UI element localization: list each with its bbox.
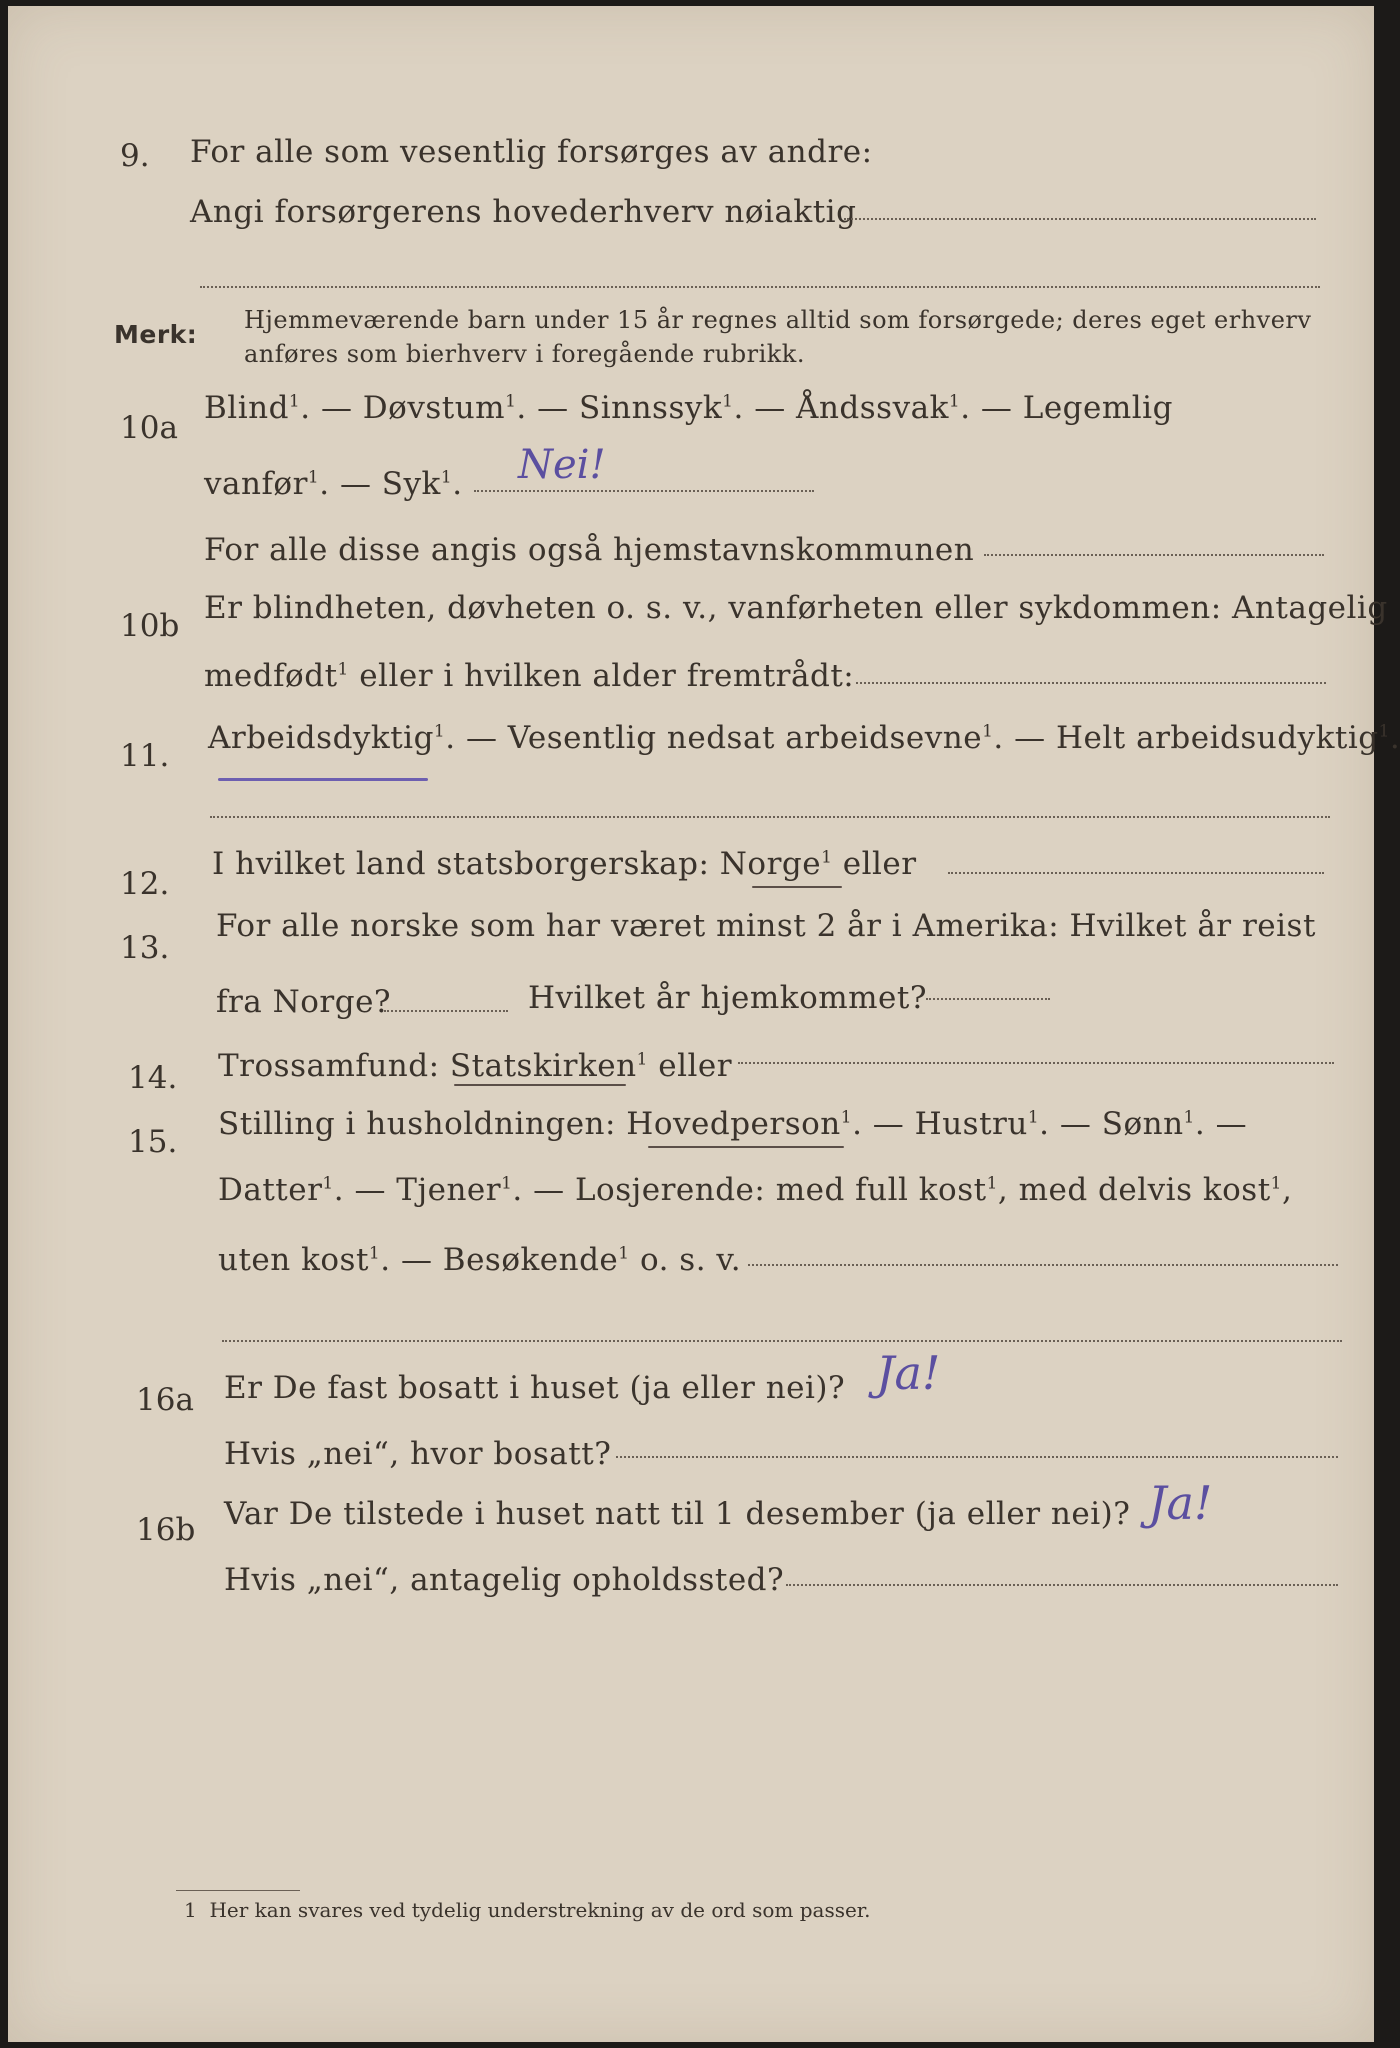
q16b-handwritten-answer: Ja! — [1148, 1476, 1213, 1530]
q10b-answer-line[interactable] — [856, 682, 1326, 684]
q13-text-2b: Hvilket år hjemkommet? — [528, 980, 927, 1016]
q11-answer-line[interactable] — [210, 816, 1330, 818]
q10a-hjemstavn-line[interactable] — [984, 554, 1324, 556]
question-number-15: 15. — [128, 1124, 178, 1160]
merk-text-2: anføres som bierhverv i foregående rubrikk. — [244, 340, 805, 368]
q16b-sub-text: Hvis „nei“, antagelig opholdssted? — [224, 1562, 785, 1598]
q10a-text-2: vanfør$^1$. — Syk$^1$. — [204, 466, 463, 502]
question-number-14: 14. — [128, 1060, 178, 1096]
footnote-divider — [176, 1890, 300, 1891]
q9-sub-text: Angi forsørgerens hovederhverv nøiaktig — [190, 194, 857, 230]
q13-text-2a: fra Norge? — [216, 984, 392, 1020]
q14-text: Trossamfund: Statskirken$^1$ eller — [218, 1048, 733, 1084]
q10b-text-2: medfødt$^1$ eller i hvilken alder fremtrådt: — [204, 658, 855, 694]
q14-underline-mark — [454, 1084, 626, 1086]
question-number-10b: 10b — [120, 608, 180, 644]
question-number-10a: 10a — [120, 410, 178, 446]
q10a-handwritten-answer: Nei! — [518, 442, 606, 488]
q16a-handwritten-answer: Ja! — [876, 1346, 941, 1400]
q14-answer-line[interactable] — [738, 1062, 1334, 1064]
q13-reist-line[interactable] — [384, 1010, 508, 1012]
q10a-text-3: For alle disse angis også hjemstavnskommunen — [204, 532, 975, 568]
q12-answer-line[interactable] — [948, 872, 1324, 874]
q12-text: I hvilket land statsborgerskap: Norge$^1$ eller — [212, 846, 917, 882]
merk-label: Merk: — [114, 320, 198, 349]
q16a-bosatt-line[interactable] — [616, 1456, 1338, 1458]
question-number-9: 9. — [120, 138, 150, 174]
q13-text-1: For alle norske som har været minst 2 år i Amerika: Hvilket år reist — [216, 908, 1316, 944]
q9-text: For alle som vesentlig forsørges av andre: — [190, 134, 873, 170]
merk-text-1: Hjemmeværende barn under 15 år regnes alltid som forsørgede; deres eget erhverv — [244, 306, 1312, 334]
q12-underline-mark — [752, 886, 842, 888]
q15-text-1: Stilling i husholdningen: Hovedperson$^1$. — Hustru$^1$. — Sønn$^1$. — — [218, 1106, 1248, 1142]
q11-underline-mark — [218, 778, 428, 781]
q16b-opholdssted-line[interactable] — [786, 1584, 1338, 1586]
q15-underline-mark — [648, 1146, 844, 1148]
q11-text: Arbeidsdyktig$^1$. — Vesentlig nedsat arbeidsevne$^1$. — Helt arbeidsudyktig$^1$. — [208, 720, 1400, 756]
footnote-text: 1 Her kan svares ved tydelig understrekning av de ord som passer. — [184, 1898, 871, 1922]
q13-hjemkommet-line[interactable] — [926, 998, 1050, 1000]
q16b-text: Var De tilstede i huset natt til 1 desember (ja eller nei)? — [224, 1496, 1131, 1532]
q10b-text-1: Er blindheten, døvheten o. s. v., vanførheten eller sykdommen: Antagelig — [204, 590, 1388, 626]
question-number-13: 13. — [120, 930, 170, 966]
q10a-answer-line[interactable] — [474, 490, 814, 492]
q15-text-3: uten kost$^1$. — Besøkende$^1$ o. s. v. — [218, 1242, 742, 1278]
question-number-11: 11. — [120, 738, 170, 774]
q9-answer-line[interactable] — [844, 218, 1316, 220]
q15-answer-line-2[interactable] — [222, 1340, 1342, 1342]
question-number-16a: 16a — [136, 1382, 194, 1418]
question-number-16b: 16b — [136, 1512, 196, 1548]
q9-answer-line-2[interactable] — [200, 286, 1320, 288]
q16a-text: Er De fast bosatt i huset (ja eller nei)? — [224, 1370, 846, 1406]
q10a-text-1: Blind$^1$. — Døvstum$^1$. — Sinnssyk$^1$. — Åndssvak$^1$. — Legemlig — [204, 390, 1173, 426]
census-form-page — [8, 6, 1400, 2042]
q15-text-2: Datter$^1$. — Tjener$^1$. — Losjerende: med full kost$^1$, med delvis kost$^1$, — [218, 1172, 1293, 1208]
q16a-sub-text: Hvis „nei“, hvor bosatt? — [224, 1436, 612, 1472]
question-number-12: 12. — [120, 866, 170, 902]
q15-answer-line[interactable] — [748, 1264, 1338, 1266]
